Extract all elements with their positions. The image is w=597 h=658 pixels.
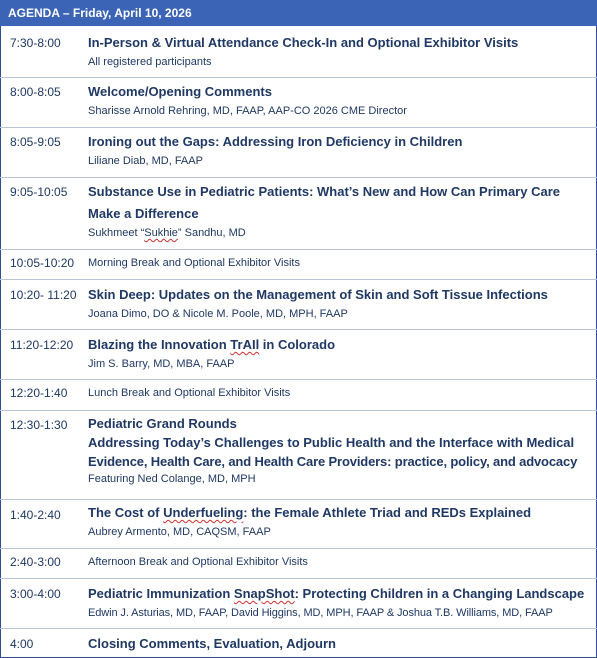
session-subtitle: Evidence, Health Care, and Health Care Providers: practice, policy, and advocacy: [88, 454, 578, 469]
session-speaker: Liliane Diab, MD, FAAP: [88, 155, 203, 167]
agenda-row: [0, 628, 597, 651]
session-content: [88, 32, 593, 70]
session-speaker: All registered participants: [88, 56, 212, 68]
session-time: 9:05-10:05: [10, 185, 68, 199]
session-content: [88, 181, 593, 241]
session-speaker: Edwin J. Asturias, MD, FAAP, David Higgins, MD, MPH, FAAP & Joshua T.B. Williams, MD, FAAP: [88, 607, 553, 619]
session-content: [88, 554, 593, 570]
session-content: [88, 255, 593, 271]
session-content: [88, 334, 593, 372]
title-text: Pediatric Immunization: [88, 586, 234, 601]
title-text: : the Female Athlete Triad and REDs Explained: [243, 505, 532, 520]
agenda-row: [0, 77, 597, 117]
session-content: [88, 583, 593, 621]
session-content: [88, 414, 593, 487]
session-title: Pediatric Grand Rounds: [88, 416, 237, 431]
session-speaker: Featuring Ned Colange, MD, MPH: [88, 473, 256, 485]
session-time: 12:20-1:40: [10, 386, 68, 400]
agenda-header: [0, 0, 597, 26]
session-break: Lunch Break and Optional Exhibitor Visits: [88, 387, 291, 399]
session-time: 3:00-4:00: [10, 587, 61, 601]
title-text: in Colorado: [259, 337, 336, 352]
session-subtitle: Addressing Today’s Challenges to Public Health and the Interface with Medical: [88, 435, 575, 450]
session-content: [88, 385, 593, 401]
session-speaker: Joana Dimo, DO & Nicole M. Poole, MD, MPH, FAAP: [88, 308, 348, 320]
session-title: Ironing out the Gaps: Addressing Iron Deficiency in Children: [88, 134, 463, 149]
agenda-row: [0, 329, 597, 370]
session-title: [88, 502, 593, 524]
session-title: Closing Comments, Evaluation, Adjourn: [88, 636, 336, 651]
speaker-nickname: Sukhie: [144, 227, 178, 239]
session-title: Welcome/Opening Comments: [88, 84, 272, 99]
agenda-row: [0, 548, 597, 569]
agenda-row: [0, 177, 597, 239]
session-time: 10:05-10:20: [10, 256, 75, 270]
agenda-row: [0, 127, 597, 167]
session-time: 1:40-2:40: [10, 508, 61, 522]
title-underfueling-word: Underfueling: [163, 505, 244, 520]
session-time: 4:00: [10, 637, 34, 651]
session-content: [88, 81, 593, 119]
session-speaker: Jim S. Barry, MD, MBA, FAAP: [88, 358, 235, 370]
session-content: [88, 131, 593, 169]
session-title: Skin Deep: Updates on the Management of Skin and Soft Tissue Infections: [88, 287, 548, 302]
title-text: Blazing the Innovation: [88, 337, 231, 352]
title-trail-word: TrAIl: [230, 337, 260, 352]
session-time: 8:05-9:05: [10, 135, 61, 149]
session-time: 8:00-8:05: [10, 85, 61, 99]
session-content: [88, 502, 593, 540]
session-time: 7:30-8:00: [10, 36, 61, 50]
agenda-title: AGENDA – Friday, April 10, 2026: [8, 6, 192, 20]
session-break: Morning Break and Optional Exhibitor Visits: [88, 257, 300, 269]
session-content: [88, 284, 593, 322]
agenda-row: [0, 578, 597, 619]
session-break: Afternoon Break and Optional Exhibitor Visits: [88, 556, 308, 568]
agenda-row: [0, 410, 597, 485]
agenda-row: [0, 379, 597, 400]
session-title: [88, 334, 593, 356]
title-snapshot-word: SnapShot: [233, 586, 295, 601]
session-time: 12:30-1:30: [10, 418, 68, 432]
agenda-row: [0, 499, 597, 538]
agenda-row: [0, 249, 597, 270]
title-text: The Cost of: [88, 505, 164, 520]
session-time: 2:40-3:00: [10, 555, 61, 569]
title-text: : Protecting Children in a Changing Landscape: [294, 586, 585, 601]
session-speaker: Aubrey Armento, MD, CAQSM, FAAP: [88, 526, 271, 538]
session-content: [88, 633, 593, 655]
session-title: [88, 583, 593, 605]
agenda-row: [0, 279, 597, 320]
session-speaker: Sharisse Arnold Rehring, MD, FAAP, AAP-CO 2026 CME Director: [88, 105, 407, 117]
session-speaker: [88, 225, 593, 241]
session-time: 11:20-12:20: [10, 338, 74, 352]
session-title: Substance Use in Pediatric Patients: What’s New and How Can Primary Care Make a Difference: [88, 184, 560, 221]
speaker-text: Sukhmeet “: [88, 227, 145, 239]
speaker-text: ” Sandhu, MD: [177, 227, 246, 239]
session-title: In-Person & Virtual Attendance Check-In and Optional Exhibitor Visits: [88, 35, 519, 50]
session-time: 10:20- 11:20: [10, 288, 77, 302]
